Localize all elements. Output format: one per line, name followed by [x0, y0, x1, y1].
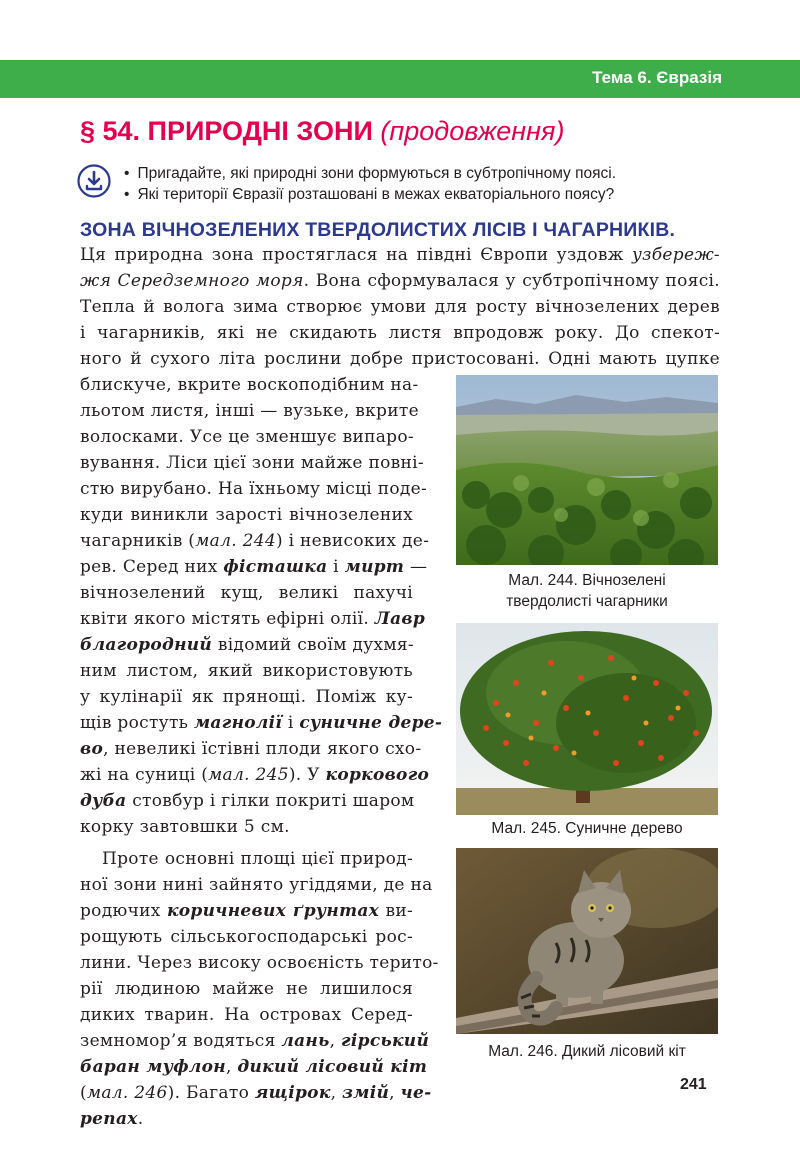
page-number: 241	[680, 1076, 707, 1093]
text-line: щів ростуть магнолії і суничне дере-	[80, 713, 443, 733]
text-line: ної зони нині зайнято угіддями, де на	[80, 875, 433, 895]
recall-question: • Які території Євразії розташовані в межах екваторіального поясу?	[124, 184, 616, 205]
wild-cat-image	[456, 848, 718, 1034]
text-line: корку завтовшки 5 см.	[80, 817, 290, 837]
text-line: лини. Через високу освоєність терито-	[80, 953, 439, 973]
topic-label: Тема 6. Євразія	[592, 68, 722, 87]
text-line: квіти якого містять ефірні олії. Лавр	[80, 609, 426, 629]
text-line: дуба стовбур і гілки покриті шаром	[80, 791, 415, 811]
figure-caption-244: Мал. 244. Вічнозелені твердолисті чагарники	[506, 572, 668, 610]
text-line: вування. Ліси цієї зони майже повні-	[80, 453, 424, 473]
text-line: вічнозелений кущ, великі пахучі	[80, 583, 413, 603]
shrubland-landscape-image	[456, 375, 718, 565]
text-line: Тепла й волога зима створює умови для росту вічнозелених дерев	[80, 297, 720, 317]
text-line: Ця природна зона простяглася на півдні Європи уздовж узбереж-	[80, 245, 720, 265]
text-line: жі на суниці (мал. 245). У коркового	[80, 765, 430, 785]
text-line: благородний відомий своїм духмя-	[80, 635, 414, 655]
text-line: во, невеликі їстівні плоди якого схо-	[80, 739, 422, 759]
strawberry-tree-image	[456, 623, 718, 815]
text-line: ного й сухого літа рослини добре пристосовані. Одні мають цупке	[80, 349, 720, 369]
text-line: баран муфлон, дикий лісовий кіт	[80, 1057, 428, 1077]
shrubland-photo	[456, 375, 718, 565]
paragraph-title	[80, 116, 564, 147]
text-line: (мал. 246). Багато ящірок, змій, че-	[80, 1083, 432, 1103]
text-line: Проте основні площі цієї природ-	[102, 849, 413, 869]
text-line: і чагарників, які не скидають листя впродовж року. До спекот-	[80, 323, 720, 343]
text-line: жя Середземного моря. Вона сформувалася у субтропічному поясі.	[80, 271, 721, 291]
text-line: диких тварин. На островах Серед-	[80, 1005, 413, 1025]
text-line: блискуче, вкрите воскоподібним на-	[80, 375, 419, 395]
text-line: рощують сільськогосподарські рос-	[80, 927, 413, 947]
text-line: куди виникли зарості вічнозелених	[80, 505, 413, 525]
text-line: рев. Серед них фісташка і мирт —	[80, 557, 428, 577]
text-line: родючих коричневих ґрунтах ви-	[80, 901, 413, 921]
paragraph-number-title: § 54. ПРИРОДНІ ЗОНИ	[80, 116, 373, 146]
text-line: стю вирубано. На їхньому місці поде-	[80, 479, 428, 499]
text-line: рії людиною майже не лишилося	[80, 979, 413, 999]
paragraph-subtitle: (продовження)	[380, 116, 565, 146]
text-line: чагарників (мал. 244) і невисоких де-	[80, 531, 430, 551]
topic-bar	[0, 60, 800, 98]
figure-caption-245: Мал. 245. Суничне дерево	[491, 820, 683, 837]
text-line: ним листом, який використовують	[80, 661, 413, 681]
recall-questions	[124, 163, 616, 205]
text-line: у кулінарії як прянощі. Поміж ку-	[80, 687, 413, 707]
section-heading: ЗОНА ВІЧНОЗЕЛЕНИХ ТВЕРДОЛИСТИХ ЛІСІВ І ЧАГАРНИКІВ.	[80, 219, 676, 241]
text-line: волосками. Усе це зменшує випаро-	[80, 427, 414, 447]
text-line: льотом листя, інші — вузьке, вкрите	[80, 401, 419, 421]
figure-caption-246: Мал. 246. Дикий лісовий кіт	[488, 1043, 686, 1060]
text-line: земномор’я водяться лань, гірський	[80, 1031, 430, 1051]
wild-cat-photo	[456, 848, 718, 1034]
download-arrow-icon	[77, 164, 111, 198]
recall-question: • Пригадайте, які природні зони формуються в субтропічному поясі.	[124, 163, 616, 184]
text-line: репах.	[80, 1109, 144, 1129]
strawberry-tree-photo	[456, 623, 718, 815]
